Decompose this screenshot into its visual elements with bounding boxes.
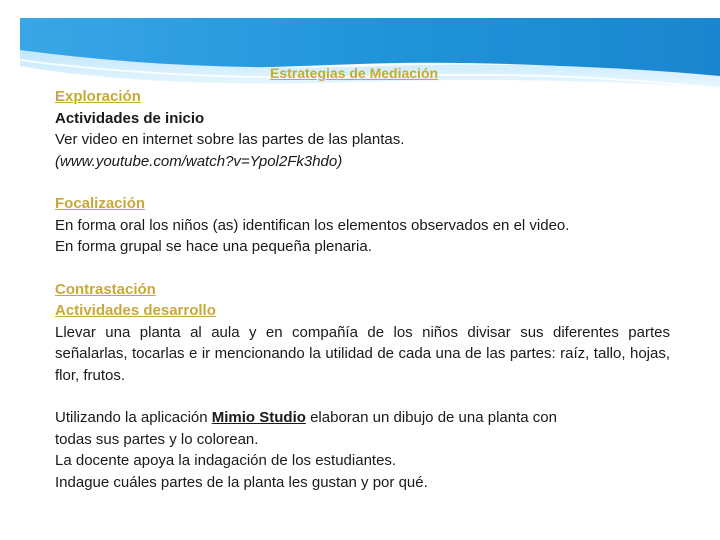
mimio-text-before: Utilizando la aplicación [55,409,212,426]
section-heading-focalizacion: Focalización [55,195,146,212]
section-heading-contrastacion: Contrastación [55,280,156,298]
app-name-mimio-studio: Mimio Studio [211,409,306,426]
mimio-text-1 [55,407,670,429]
slide-title: Estrategias de Mediación [270,65,439,81]
subheading-actividades-desarrollo: Actividades desarrollo [55,302,216,319]
spacer [55,386,670,407]
mimio-text-2: todas sus partes y lo colorean. [55,430,259,448]
focalizacion-text-2: En forma grupal se hace una pequeña plenaria. [55,238,372,255]
mimio-text-after: elaboran un dibujo de una planta con [305,409,557,426]
focalizacion-text-1: En forma oral los niños (as) identifican los elementos observados en el video. [55,216,570,234]
contrastacion-paragraph: Llevar una planta al aula y en compañía de los niños divisar sus diferentes partes señalarlas, tocarlas e ir mencionando la utilidad de cada una de las partes: raíz, tallo, hojas, flor, frutos. [55,323,670,384]
exploracion-text: Ver video en internet sobre las partes de las plantas. [55,131,405,148]
spacer [55,258,670,279]
subheading-actividades-inicio: Actividades de inicio [55,109,205,127]
video-link[interactable]: (www.youtube.com/watch?v=Ypol2Fk3hdo) [55,152,343,170]
spacer [55,172,670,193]
mimio-text-4: Indague cuáles partes de la planta les gustan y por qué. [55,473,428,491]
mimio-text-3: La docente apoya la indagación de los estudiantes. [55,452,397,469]
section-heading-exploracion: Exploración [55,88,141,105]
slide-content [55,86,670,493]
